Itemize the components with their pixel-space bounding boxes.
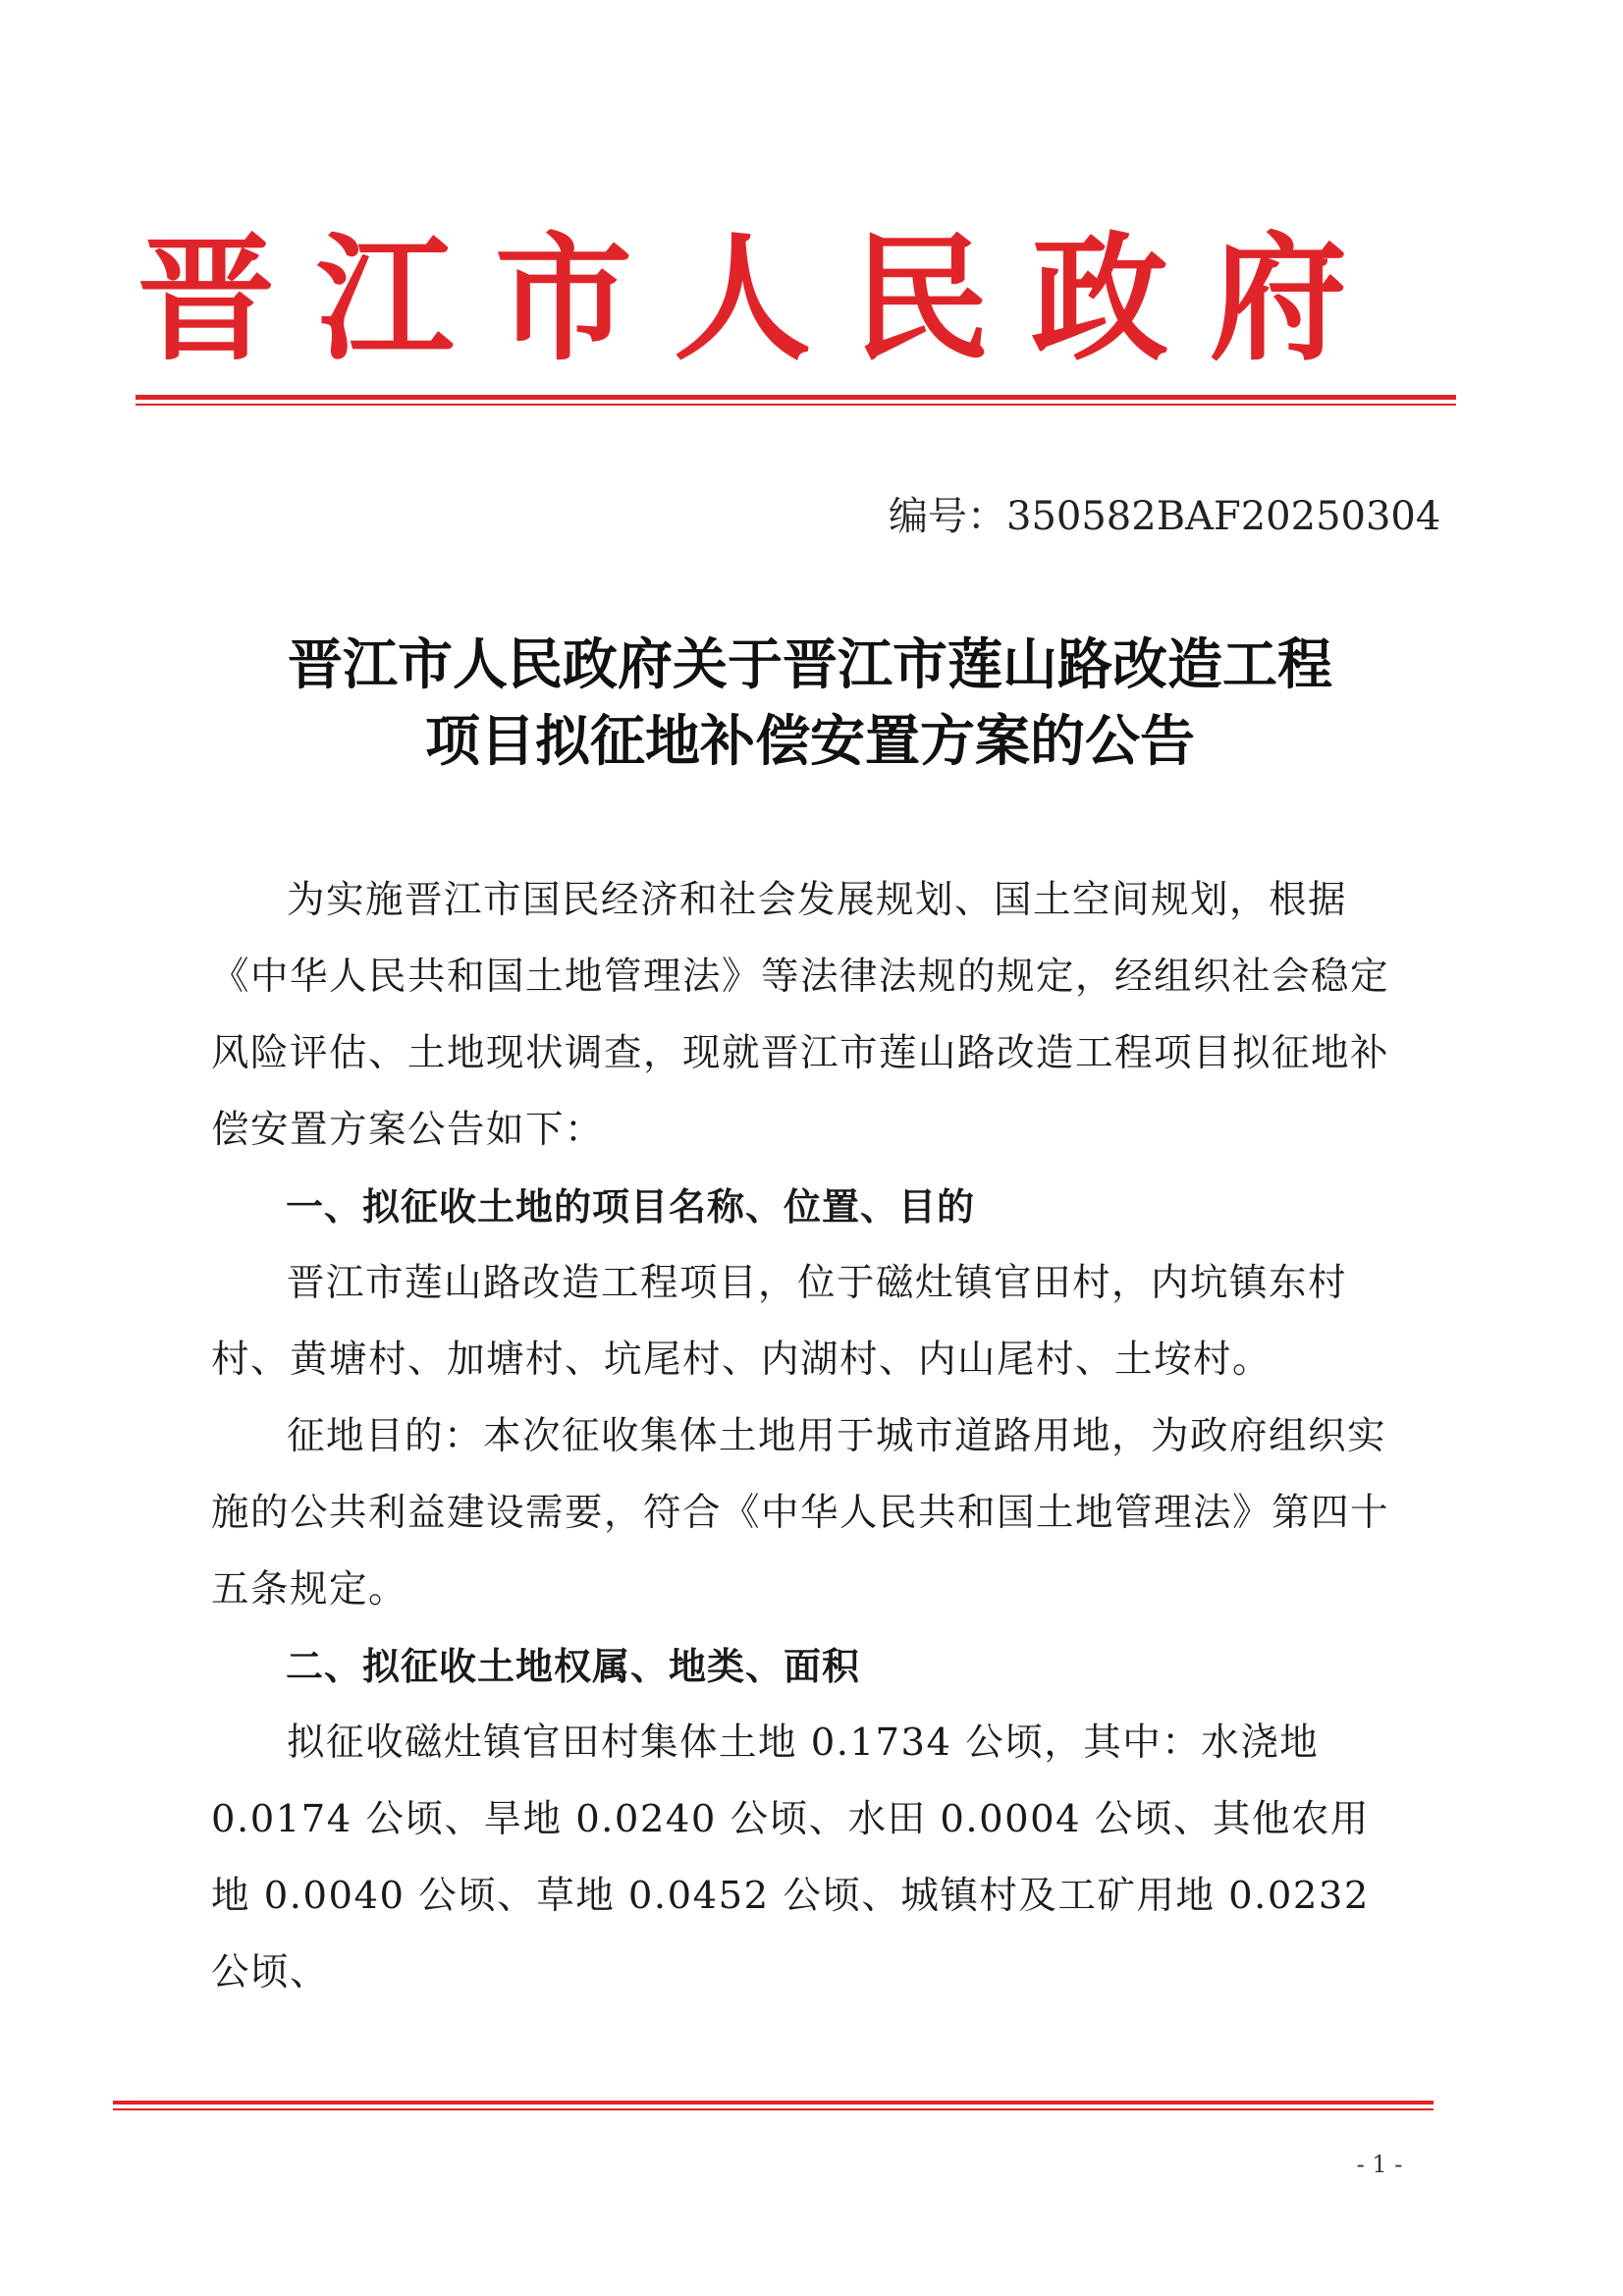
section-1-purpose-paragraph: 征地目的：本次征收集体土地用于城市道路用地，为政府组织实施的公共利益建设需要，符合《中华人民共和国土地管理法》第四十五条规定。 — [211, 1414, 1390, 1612]
footer-divider-thick — [113, 2101, 1434, 2105]
section-1-location-paragraph: 晋江市莲山路改造工程项目，位于磁灶镇官田村，内坑镇东村村、黄塘村、加塘村、坑尾村、内湖村、内山尾村、土垵村。 — [211, 1261, 1348, 1382]
document-title — [177, 627, 1443, 780]
document-title-line-2: 项目拟征地补偿安置方案的公告 — [425, 709, 1195, 774]
masthead-divider — [135, 395, 1456, 406]
section-2-heading: 二、拟征收土地权属、地类、面积 — [286, 1645, 861, 1688]
masthead-divider-thick — [135, 395, 1456, 400]
document-number: 编号：350582BAF20250304 — [889, 494, 1441, 539]
masthead-divider-thin — [135, 404, 1456, 406]
section-1-heading: 一、拟征收土地的项目名称、位置、目的 — [286, 1185, 976, 1229]
footer-divider-thin — [113, 2108, 1434, 2110]
page-number: - 1 - — [1356, 2151, 1403, 2178]
issuer-masthead: 晋江市人民政府 — [137, 219, 1389, 380]
intro-paragraph: 为实施晋江市国民经济和社会发展规划、国土空间规划，根据《中华人民共和国土地管理法》等法律法规的规定，经组织社会稳定风险评估、土地现状调查，现就晋江市莲山路改造工程项目拟征地补偿安置方案公告如下： — [211, 878, 1390, 1152]
section-2-paragraph: 拟征收磁灶镇官田村集体土地 0.1734 公顷，其中：水浇地 0.0174 公顷、旱地 0.0240 公顷、水田 0.0004 公顷、其他农用地 0.0040 公顷、草地 0.0452 公顷、城镇村及工矿用地 0.0232 公顷、 — [211, 1721, 1370, 1995]
footer-divider — [113, 2101, 1434, 2110]
document-body — [211, 862, 1404, 2011]
document-title-line-1: 晋江市人民政府关于晋江市莲山路改造工程 — [288, 632, 1332, 697]
